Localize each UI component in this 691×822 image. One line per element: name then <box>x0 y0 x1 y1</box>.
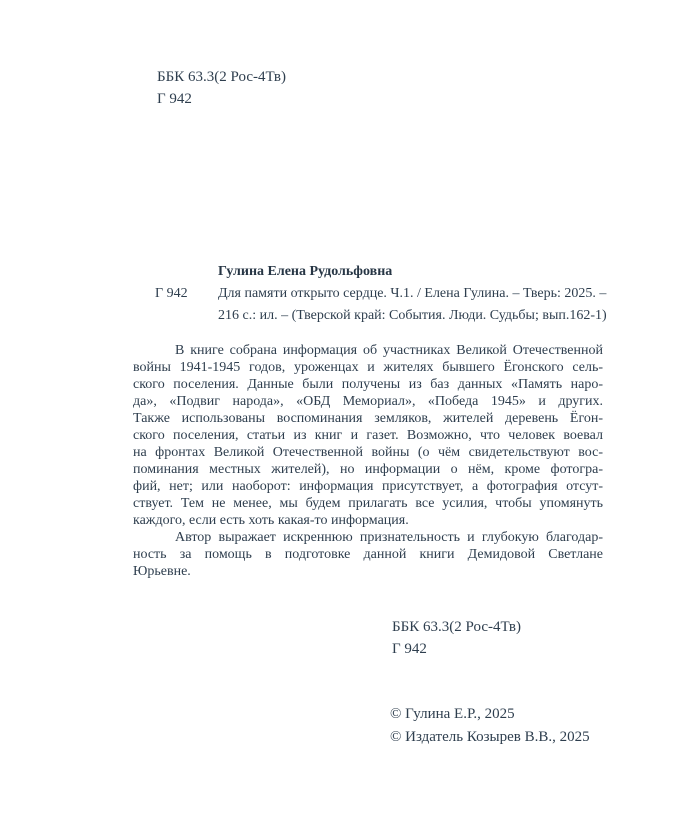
annotation-line: фий, нет; или наоборот: информация присутствует, а фотография отсут- <box>133 479 603 494</box>
catalog-card-entry <box>155 283 615 327</box>
annotation-line: Автор выражает искреннюю признательность и глубокую благодар- <box>175 530 603 545</box>
annotation-paragraph-2 <box>133 529 603 580</box>
annotation-line: войны 1941-1945 годов, уроженцах и жителях бывшего Ёгонского сель- <box>133 360 603 375</box>
copyright-block <box>390 703 590 748</box>
annotation-line: ского поселения. Данные были получены из баз данных «Память наро- <box>133 377 603 392</box>
bibliographic-line: 216 с.: ил. – (Тверской край: События. Люди. Судьбы; вып.162-1) <box>218 308 607 323</box>
author-sign-code: Г 942 <box>392 641 427 657</box>
annotation-line: Также использованы воспоминания земляков, жителей деревень Ёгон- <box>133 411 603 426</box>
bibliographic-line: Для памяти открыто сердце. Ч.1. / Елена Гулина. – Тверь: 2025. – <box>218 286 607 301</box>
annotation-paragraph-1 <box>133 342 603 529</box>
bottom-bbk-block <box>392 616 521 660</box>
annotation-line: да», «Подвиг народа», «ОБД Мемориал», «Победа 1945» и других. <box>133 394 603 409</box>
author-sign-code: Г 942 <box>157 91 192 107</box>
author-sign-code: Г 942 <box>155 286 188 301</box>
annotation-line: В книге собрана информация об участниках Великой Отечественной <box>175 343 603 358</box>
bbk-classification: ББК 63.3(2 Рос-4Тв) <box>392 619 521 635</box>
annotation-line: ского поселения, статьи из книг и газет. Возможно, что человек воевал <box>133 428 603 443</box>
author-name: Гулина Елена Рудольфовна <box>218 264 393 279</box>
annotation-line: каждого, если есть хоть какая-то информация. <box>133 513 409 528</box>
annotation-line: ствует. Тем не менее, мы будем прилагать все усилия, чтобы упомянуть <box>133 496 603 511</box>
annotation-line: Юрьевне. <box>133 564 191 579</box>
annotation-line: поминания местных жителей), но информации о нём, кроме фотогра- <box>133 462 603 477</box>
annotation-text <box>133 342 603 580</box>
copyright-publisher: © Издатель Козырев В.В., 2025 <box>390 728 590 745</box>
catalog-card <box>155 261 615 327</box>
bbk-classification: ББК 63.3(2 Рос-4Тв) <box>157 69 286 85</box>
bibliographic-description <box>218 283 615 327</box>
annotation-line: ность за помощь в подготовке данной книги Демидовой Светлане <box>133 547 603 562</box>
top-bbk-block <box>157 66 286 110</box>
annotation-line: на фронтах Великой Отечественной войны (о чём свидетельствуют вос- <box>133 445 603 460</box>
copyright-author: © Гулина Е.Р., 2025 <box>390 706 515 722</box>
